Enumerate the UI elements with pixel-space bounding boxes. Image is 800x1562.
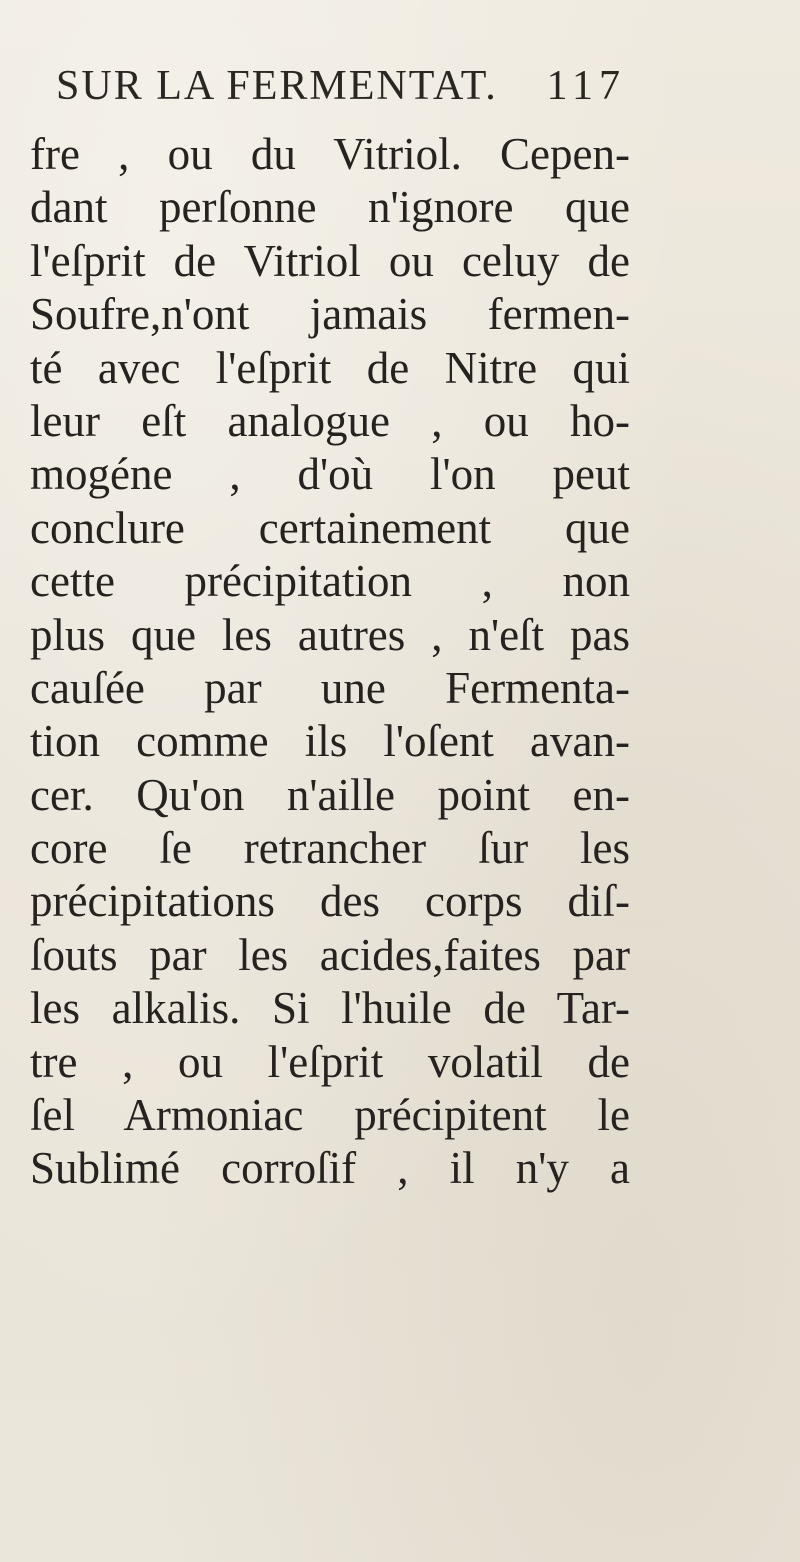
text-line: Sublimé corroſif , il n'y a	[30, 1143, 630, 1194]
running-head: SUR LA FERMENTAT.	[56, 63, 498, 109]
text-line: tre , ou l'eſprit volatil de	[30, 1036, 630, 1087]
text-line: cauſée par une Fermenta-	[30, 662, 630, 713]
text-line: leur eſt analogue , ou ho-	[30, 395, 630, 446]
text-line: l'eſprit de Vitriol ou celuy de	[30, 235, 630, 286]
text-line: conclure certainement que	[30, 502, 630, 553]
text-line: ſel Armoniac précipitent le	[30, 1090, 630, 1141]
text-line: té avec l'eſprit de Nitre qui	[30, 342, 630, 393]
text-line: dant perſonne n'ignore que	[30, 182, 630, 233]
text-line: cette précipitation , non	[30, 556, 630, 607]
text-line: tion comme ils l'oſent avan-	[30, 716, 630, 767]
text-line: fre , ou du Vitriol. Cepen-	[30, 129, 630, 179]
page-number: 117	[546, 63, 626, 109]
page-header	[56, 58, 626, 114]
text-line: précipitations des corps diſ-	[30, 876, 630, 927]
text-line: Soufre,n'ont jamais fermen-	[30, 289, 630, 340]
text-line: cer. Qu'on n'aille point en-	[30, 769, 630, 820]
text-line: plus que les autres , n'eſt pas	[30, 609, 630, 660]
text-line: les alkalis. Si l'huile de Tar-	[30, 983, 630, 1034]
text-line: core ſe retrancher ſur les	[30, 823, 630, 874]
text-line: ſouts par les acides,faites par	[30, 929, 630, 980]
body-text	[30, 128, 630, 1196]
text-line: mogéne , d'où l'on peut	[30, 449, 630, 500]
